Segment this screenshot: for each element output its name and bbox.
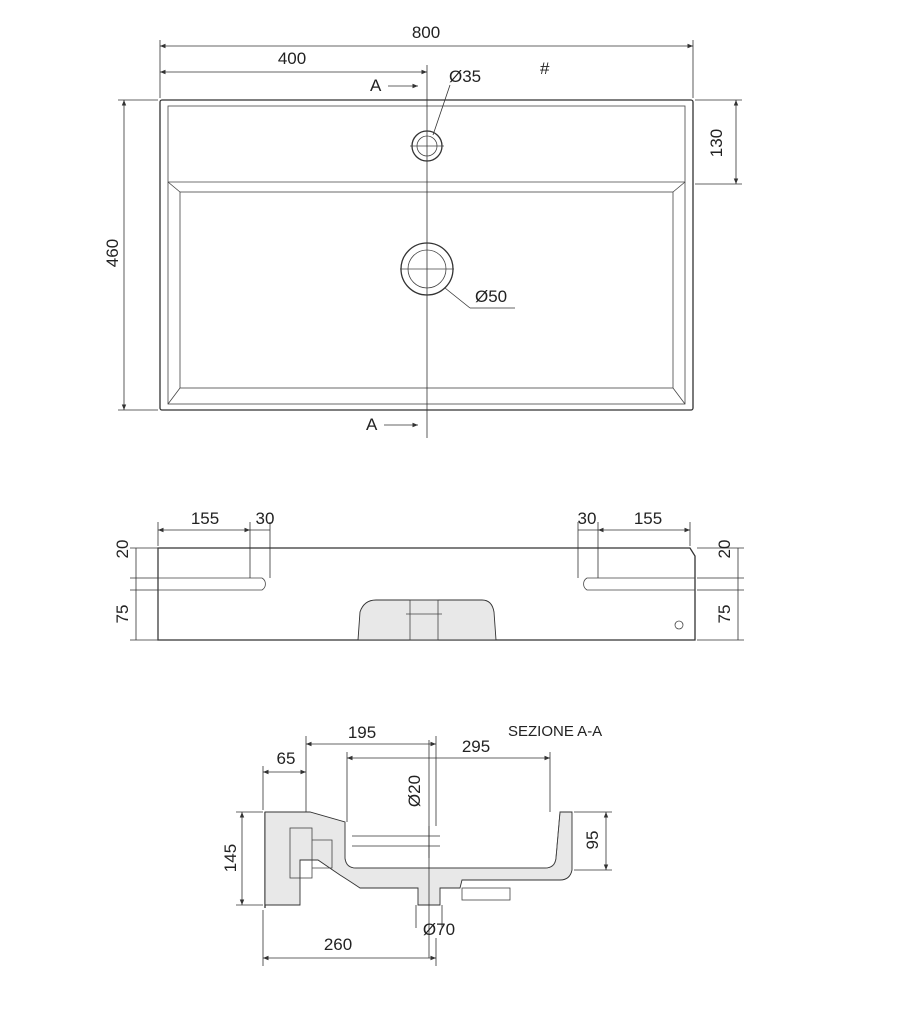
dim-right-offset: 155: [633, 509, 663, 528]
dim-d20: Ø20: [405, 774, 424, 808]
front-view: [113, 509, 744, 640]
label-tap-hole: Ø35: [449, 67, 482, 86]
section-view: [221, 723, 612, 966]
dim-145: 145: [221, 843, 240, 873]
section-title: SEZIONE A-A: [508, 723, 603, 740]
dim-left-height: 75: [113, 604, 132, 624]
basin-outline: [160, 100, 693, 410]
section-mark-bottom: A: [366, 415, 378, 434]
basin-rim: [168, 106, 685, 404]
dim-right-height: 75: [715, 604, 734, 624]
section-mark-top: A: [370, 76, 382, 95]
dim-right-top: 20: [715, 539, 734, 559]
drain-housing: [358, 600, 496, 640]
dim-95: 95: [583, 830, 602, 850]
dim-left-hole: 30: [255, 509, 275, 528]
dim-deck-depth: 130: [707, 128, 726, 158]
dim-d70: Ø70: [422, 920, 456, 939]
dim-width: 800: [411, 23, 441, 42]
dim-65: 65: [276, 749, 296, 768]
label-drain: Ø50: [475, 287, 508, 306]
left-fixing-slot: [158, 578, 265, 590]
dim-left-offset: 155: [190, 509, 220, 528]
dim-half-width: 400: [277, 49, 307, 68]
section-profile: [265, 812, 572, 905]
top-view: [103, 23, 742, 438]
bracket: [462, 888, 510, 900]
overflow-hole: [675, 621, 683, 629]
dim-260: 260: [323, 935, 353, 954]
dim-depth: 460: [103, 238, 122, 268]
dim-295: 295: [461, 737, 491, 756]
right-fixing-slot: [584, 578, 695, 590]
dim-left-top: 20: [113, 539, 132, 559]
dim-right-hole: 30: [577, 509, 597, 528]
dim-195: 195: [347, 723, 377, 742]
bowl-outline: [180, 192, 673, 388]
hash-mark: #: [540, 59, 550, 78]
